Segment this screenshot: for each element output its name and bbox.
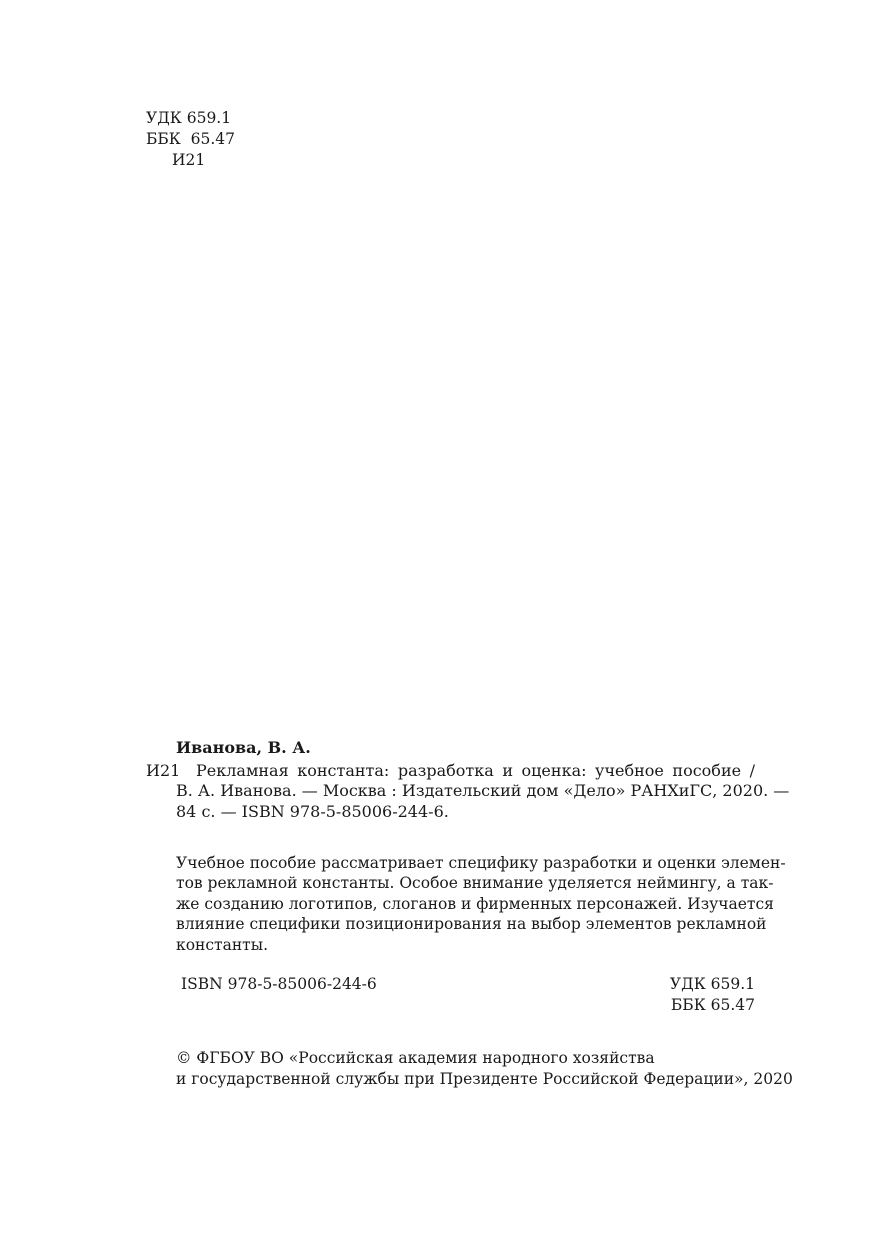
- bottom-bbk-code: ББК 65.47: [670, 996, 755, 1014]
- biblio-line-1: Рекламная константа: разработка и оценка: учебное пособие /: [196, 761, 755, 780]
- isbn: ISBN 978-5-85006-244-6: [181, 975, 377, 993]
- annotation-line-4: влияние специфики позиционирования на выбор элементов рекламной: [176, 915, 767, 933]
- annotation-line-2: тов рекламной константы. Особое внимание уделяется неймингу, а так-: [176, 874, 774, 892]
- copyright-line-1: © ФГБОУ ВО «Российская академия народного хозяйства: [176, 1049, 655, 1067]
- biblio-line-3: 84 с. — ISBN 978-5-85006-244-6.: [176, 802, 449, 821]
- top-classification-codes: [146, 108, 235, 171]
- copyright-line-2: и государственной службы при Президенте Российской Федерации», 2020: [176, 1070, 793, 1088]
- record-author: Иванова, В. А.: [176, 738, 311, 757]
- udk-code: УДК 659.1: [146, 109, 232, 127]
- bbk-code: ББК 65.47: [146, 130, 236, 148]
- bottom-classification-codes: [670, 974, 755, 1016]
- annotation-line-3: же созданию логотипов, слоганов и фирменных персонажей. Изучается: [176, 895, 774, 913]
- record-side-mark: И21: [146, 761, 181, 780]
- annotation-line-1: Учебное пособие рассматривает специфику разработки и оценки элемен-: [176, 854, 786, 872]
- biblio-line-2: В. А. Иванова. — Москва : Издательский дом «Дело» РАНХиГС, 2020. —: [176, 781, 790, 800]
- bottom-udk-code: УДК 659.1: [669, 975, 755, 993]
- annotation-line-5: константы.: [176, 936, 269, 954]
- author-mark: И21: [172, 151, 206, 169]
